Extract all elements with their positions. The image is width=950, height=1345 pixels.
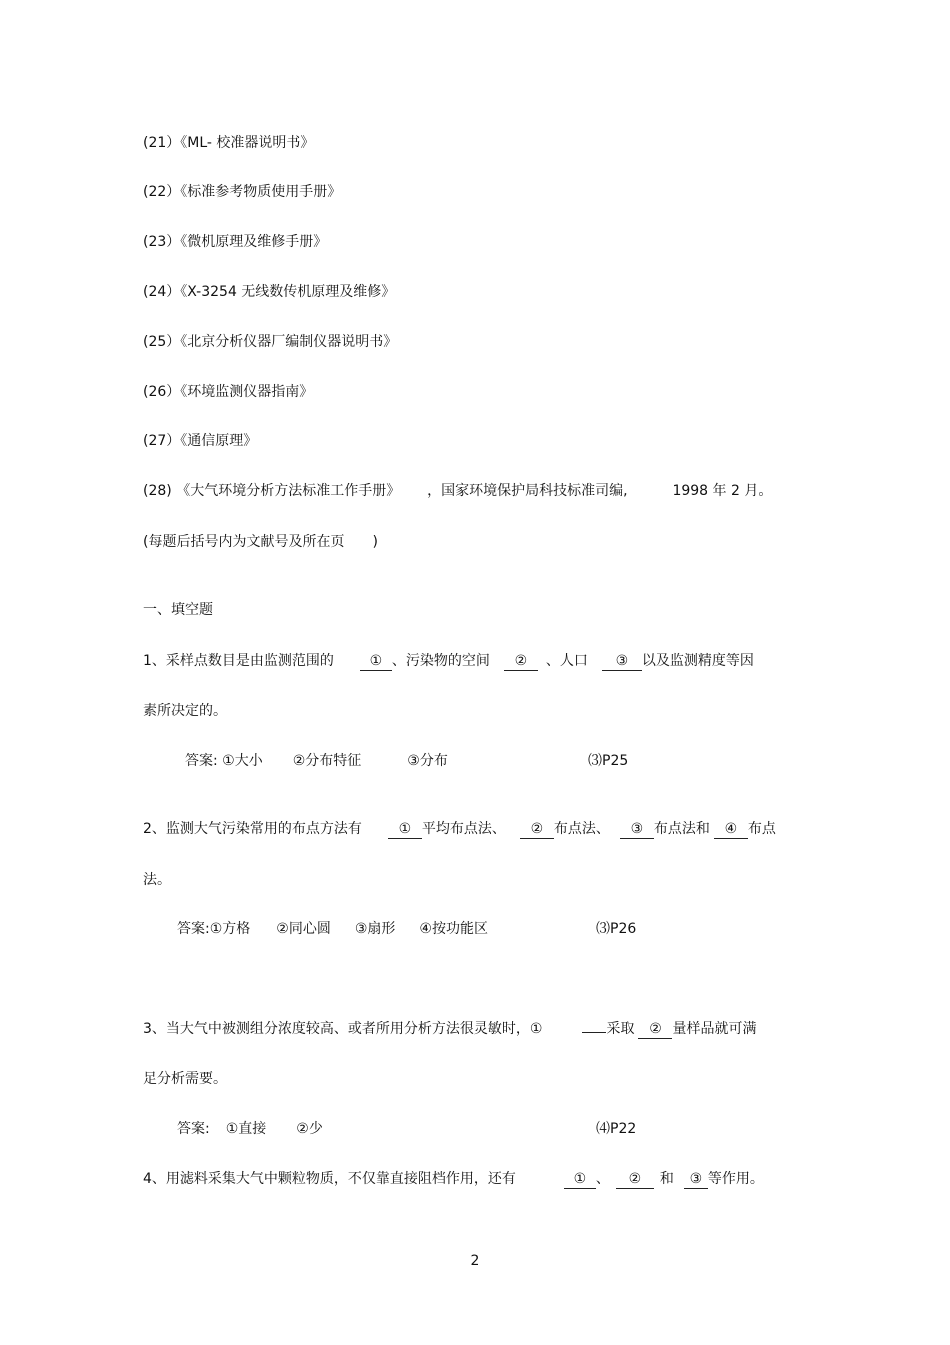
reference-26: (26）《环境监测仪器指南》: [143, 384, 314, 400]
q1-blank-3: ③: [602, 652, 642, 671]
question-2: [143, 819, 776, 839]
q2-text-2: 平均布点法、: [421, 821, 506, 837]
q2-blank-3: ③: [620, 820, 654, 839]
q2-answer-4: ④按功能区: [419, 921, 488, 937]
q3-text-1: 3、当大气中被测组分浓度较高、或者所用分析方法很灵敏时，①: [143, 1021, 543, 1037]
q2-blank-1: ①: [388, 820, 422, 839]
q2-continuation: 法。: [143, 872, 171, 888]
reference-22: (22）《标准参考物质使用手册》: [143, 184, 342, 200]
q1-text-1: 1、采样点数目是由监测范围的: [143, 653, 334, 669]
q1-blank-2: ②: [504, 652, 538, 671]
q2-answer-3: ③扇形: [354, 921, 396, 937]
q3-answer-2: ②少: [296, 1121, 323, 1137]
reference-28-title: (28) 《大气环境分析方法标准工作手册》: [143, 483, 401, 499]
q3-answer-label: 答案:: [177, 1121, 210, 1137]
q4-sep-1: 、: [595, 1171, 610, 1187]
reference-28-publisher: ，国家环境保护局科技标准司编,: [427, 483, 628, 499]
q1-continuation: 素所决定的。: [143, 703, 227, 719]
q2-text-4: 布点法和: [653, 821, 710, 837]
q2-text-5: 布点: [747, 821, 776, 837]
reference-24: (24）《X-3254 无线数传机原理及维修》: [143, 284, 396, 300]
q2-reference: ⑶P26: [596, 921, 637, 937]
q1-answer-1: ①大小: [222, 753, 263, 769]
question-1: [143, 651, 754, 671]
reference-23: (23）《微机原理及维修手册》: [143, 234, 328, 250]
q3-answer: [177, 1119, 323, 1139]
reference-27: (27）《通信原理》: [143, 433, 258, 449]
reference-28-date: 1998 年 2 月。: [672, 483, 773, 499]
q2-answer-1: ①方格: [209, 921, 251, 937]
q2-answer-2: ②同心圆: [276, 921, 331, 937]
q3-answer-1: ①直接: [225, 1121, 267, 1137]
q2-answer: [177, 919, 488, 939]
q2-answer-label: 答案:: [177, 921, 210, 937]
note-line: [143, 532, 378, 552]
q1-text-4: 以及监测精度等因: [641, 653, 754, 669]
q1-reference: ⑶P25: [588, 753, 629, 769]
q1-answer-2: ②分布特征: [292, 753, 362, 769]
q4-blank-1: ①: [564, 1170, 596, 1189]
note-text: (每题后括号内为文献号及所在页: [143, 534, 345, 550]
q3-text-3: 量样品就可满: [672, 1021, 757, 1037]
question-4: [143, 1169, 764, 1189]
q2-text-3: 布点法、: [553, 821, 610, 837]
q2-blank-4: ④: [714, 820, 748, 839]
q3-blank-2: ②: [638, 1020, 672, 1039]
q3-reference: ⑷P22: [596, 1121, 637, 1137]
q1-blank-1: ①: [360, 652, 392, 671]
q1-text-3: 、人口: [545, 653, 588, 669]
q1-text-2: 、污染物的空间: [391, 653, 490, 669]
reference-28: [143, 481, 772, 501]
q4-blank-3: ③: [684, 1170, 708, 1189]
page-number: 2: [470, 1253, 480, 1269]
q3-continuation: 足分析需要。: [143, 1071, 227, 1087]
q1-answer: [185, 751, 448, 771]
note-close-paren: ): [372, 534, 378, 550]
q4-sep-2: 和: [659, 1171, 674, 1187]
question-3: [143, 1019, 756, 1039]
q3-blank-1: [582, 1032, 606, 1033]
q2-blank-2: ②: [520, 820, 554, 839]
q2-text-1: 2、监测大气污染常用的布点方法有: [143, 821, 362, 837]
section-title: 一、填空题: [143, 602, 213, 618]
q1-answer-3: ③分布: [407, 753, 448, 769]
reference-21: (21）《ML- 校准器说明书》: [143, 135, 315, 151]
q1-answer-label: 答案:: [185, 753, 218, 769]
reference-25: (25）《北京分析仪器厂编制仪器说明书》: [143, 334, 398, 350]
q3-text-2: 采取: [606, 1021, 635, 1037]
q4-text-1: 4、用滤料采集大气中颗粒物质，不仅靠直接阻档作用，还有: [143, 1171, 516, 1187]
q4-text-2: 等作用。: [707, 1171, 764, 1187]
q4-blank-2: ②: [616, 1170, 654, 1189]
